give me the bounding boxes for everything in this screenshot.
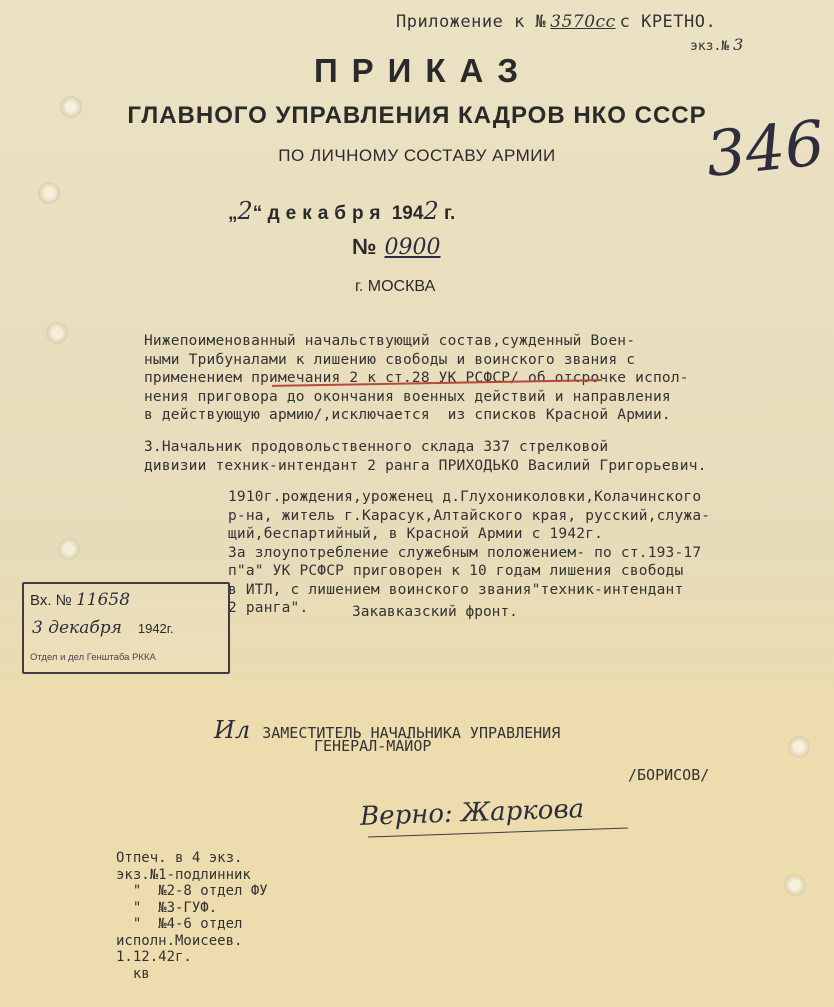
date-day: 2	[237, 197, 253, 225]
item-details: 1910г.рождения,уроженец д.Глухониколовки,Колачинского р-на, житель г.Карасук,Алтайского края, русский,служа- щий,беспартийный, в Красной Армии с 1942г. За злоупотребление служебным положением- по ст.193-17 п"а" УК РСФСР приговорен к 10 годам лишения свободы в ИТЛ, с лишением воинского звания"техник-интендант 2 ранга".	[228, 489, 711, 616]
order-title: ПРИКАЗ	[313, 52, 533, 89]
date-year: 194	[391, 203, 424, 224]
item-header: 3.Начальник продовольственного склада 337 стрелковой дивизии техник-интендант 2 ранга ПРИХОДЬКО Василий Григорьевич.	[144, 439, 707, 474]
order-number-label: №	[352, 234, 377, 259]
order-date	[228, 197, 455, 225]
punch-hole	[46, 322, 68, 344]
appendix-header	[396, 12, 716, 32]
order-number	[352, 234, 441, 260]
date-year-digit: 2	[423, 197, 439, 225]
intro-paragraph: Нижепоименованный начальствующий состав,сужденный Воен- ными Трибуналами к лишению свободы и воинского звания с применением примечания 2 к ст.28 УК РСФСР/ об отсрочке испол- нения приговора до окончания военных действий и направления в действующую армию/,исключается из списков Красной Армии.	[144, 333, 689, 423]
copy-number-handwritten: 3	[733, 35, 744, 54]
signature-name: /БОРИСОВ/	[628, 766, 710, 784]
appendix-secret: с КРЕТНО.	[619, 12, 717, 32]
incoming-stamp	[22, 582, 230, 674]
punch-hole	[38, 182, 60, 204]
stamp-incoming	[30, 590, 130, 610]
punch-hole	[788, 736, 810, 758]
acting-mark: Ил	[214, 716, 251, 744]
appendix-number: 3570сс	[550, 12, 616, 32]
front-name: Закавказский фронт.	[352, 604, 518, 620]
subject-title: ПО ЛИЧНОМУ СОСТАВУ АРМИИ	[278, 146, 556, 165]
position-text: ЗАМЕСТИТЕЛЬ НАЧАЛЬНИКА УПРАВЛЕНИЯ	[262, 724, 561, 742]
stamp-date-handwritten: 3 декабря	[32, 618, 122, 638]
signature-rank: ГЕНЕРАЛ-МАЙОР	[314, 737, 432, 755]
stamp-incoming-label: Вх. №	[30, 592, 72, 609]
date-quote-open: „	[228, 203, 238, 224]
issuer-title: ГЛАВНОГО УПРАВЛЕНИЯ КАДРОВ НКО СССР	[127, 102, 707, 129]
appendix-label: Приложение к №	[396, 12, 547, 32]
city: г. МОСКВА	[355, 278, 436, 295]
order-number-value: 0900	[384, 235, 441, 260]
registration-number: 346	[702, 106, 828, 191]
stamp-date	[32, 618, 174, 638]
punch-hole	[784, 874, 806, 896]
certified-copy-mark: Верно: Жаркова	[359, 794, 585, 832]
date-year-suffix: г.	[444, 203, 456, 224]
distribution-list: Отпеч. в 4 экз. экз.№1-подлинник " №2-8 отдел ФУ " №3-ГУФ. " №4-6 отдел исполн.Моисеев. 1.12.42г. кв	[116, 850, 268, 982]
punch-hole	[58, 538, 80, 560]
date-quote-close: “	[252, 203, 263, 224]
stamp-incoming-number: 11658	[75, 590, 131, 610]
copy-label: экз.№	[690, 39, 730, 54]
stamp-department: Отдел и дел Генштаба РККА	[30, 652, 156, 663]
date-month: декабря	[267, 203, 387, 224]
stamp-year: 1942г.	[137, 621, 174, 636]
